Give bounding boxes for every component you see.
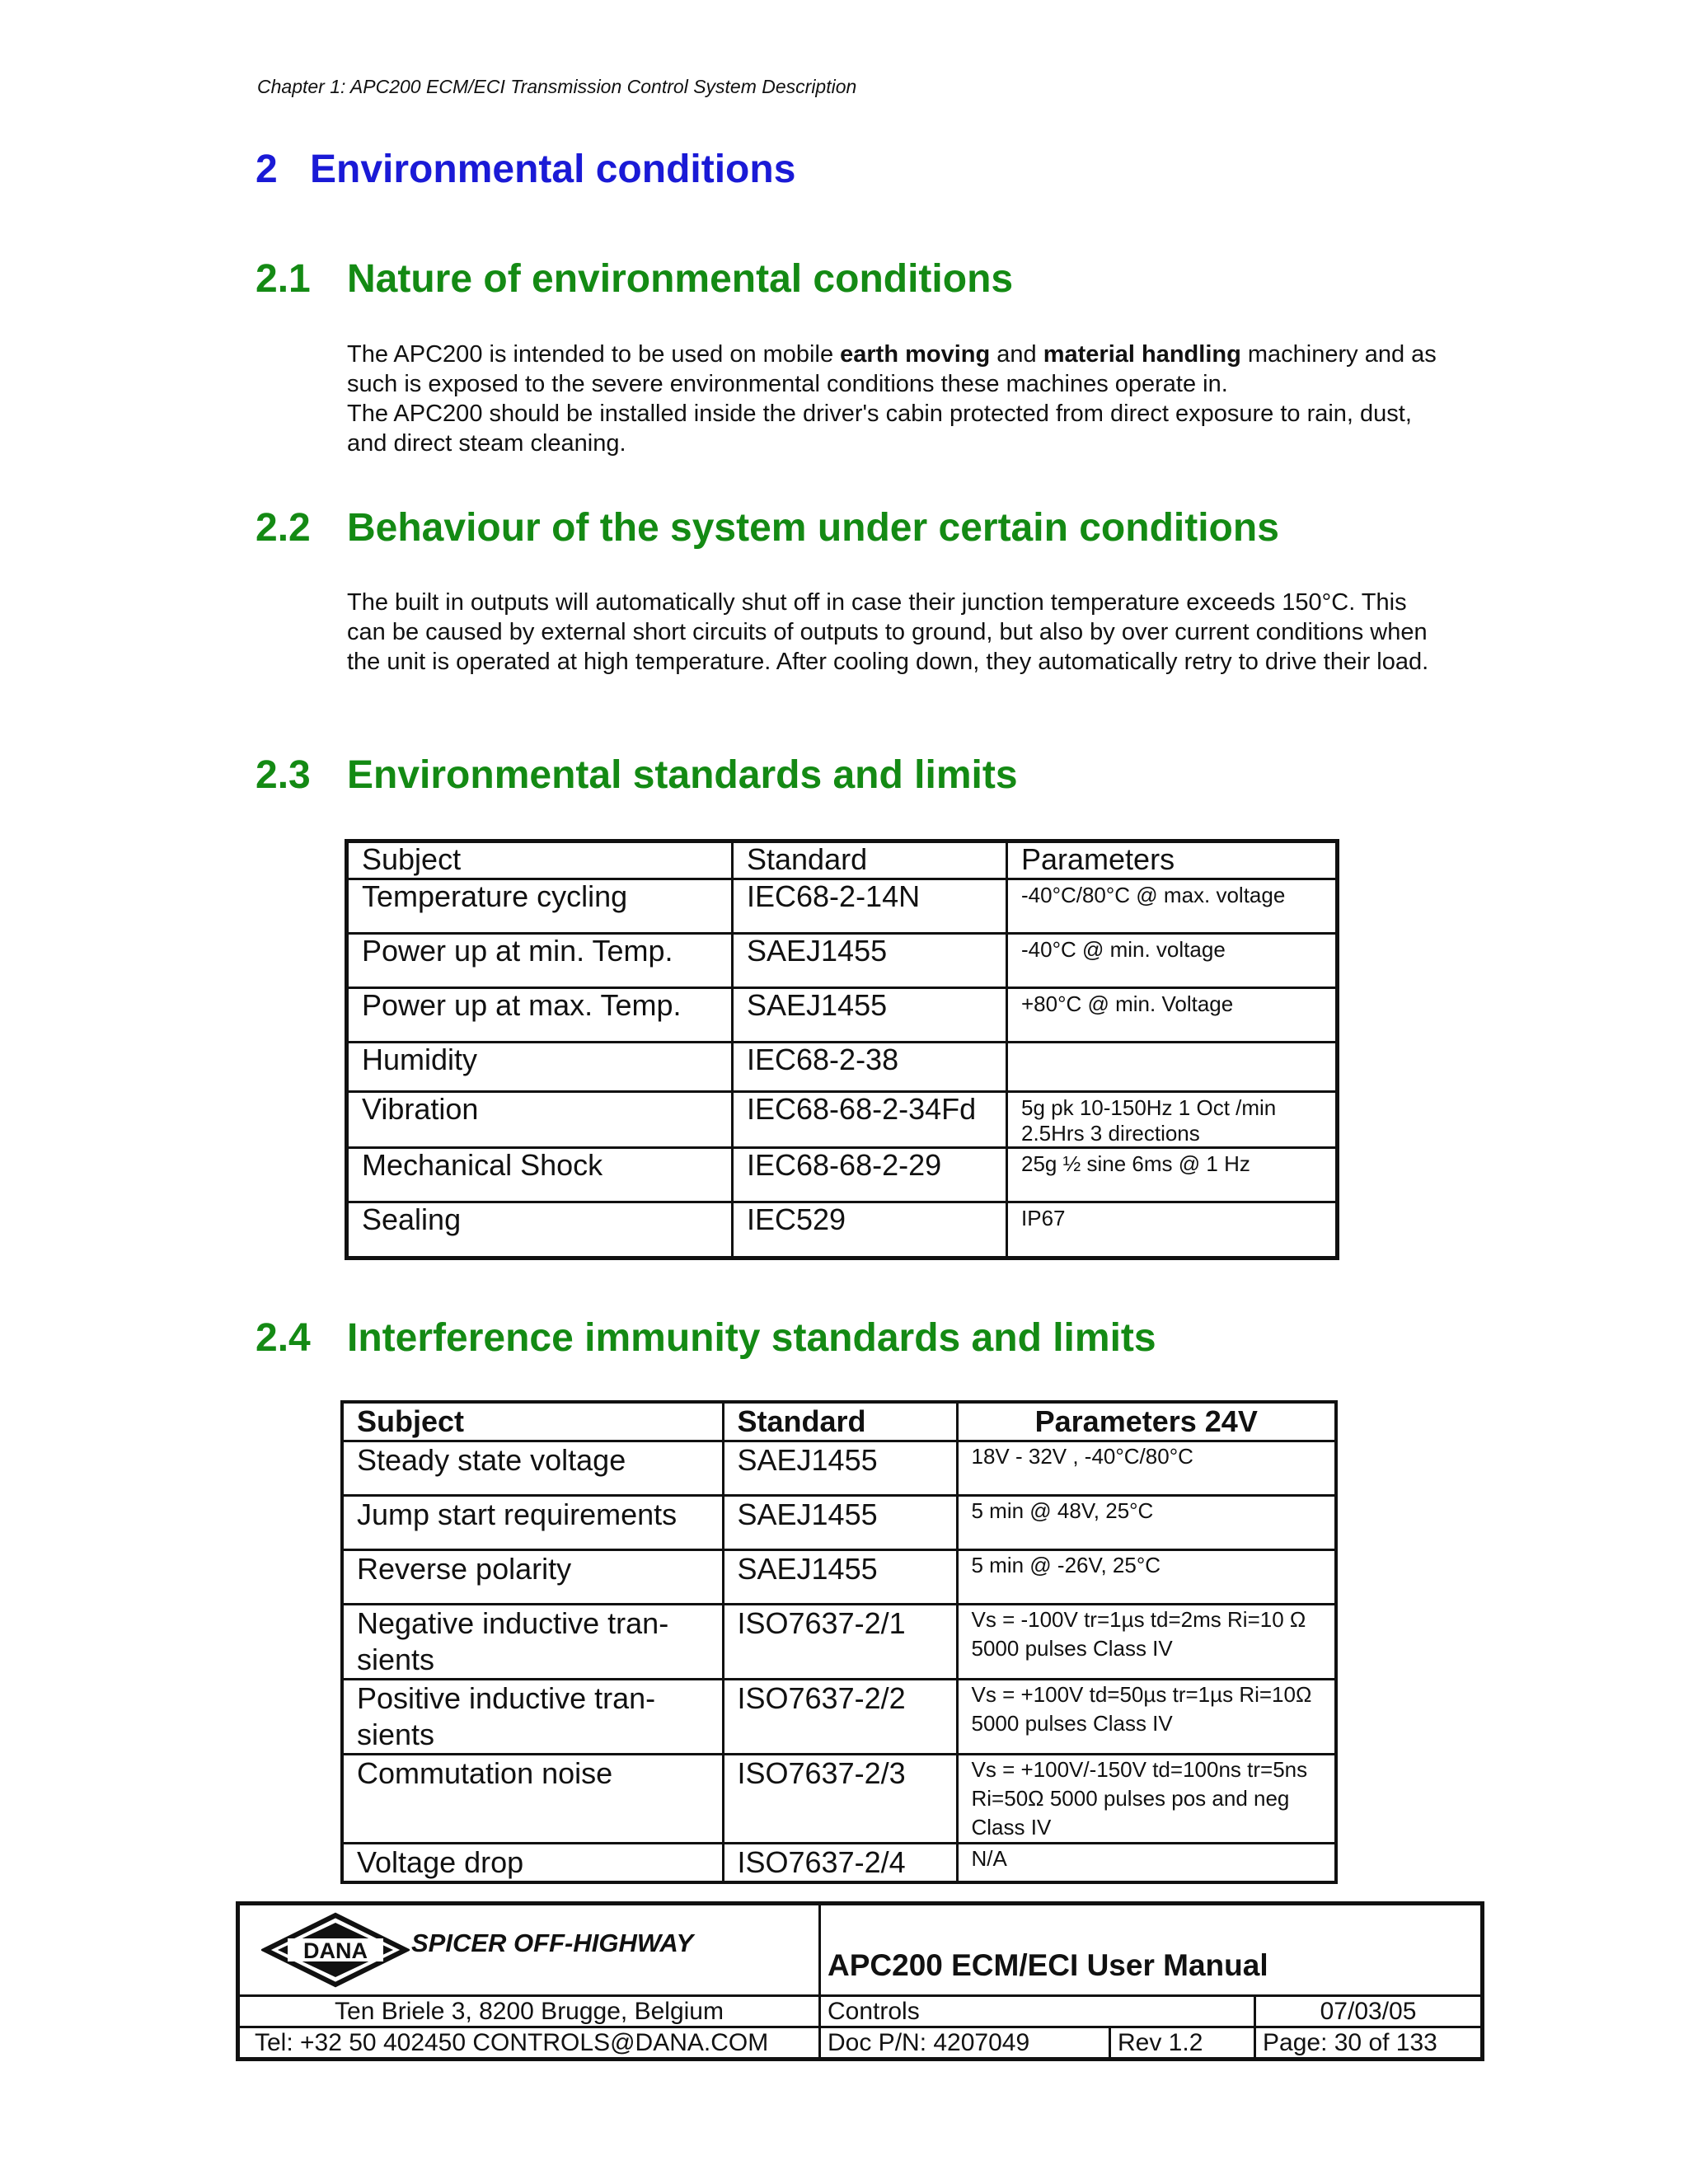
footer-doc-pn: Doc P/N: 4207049 xyxy=(820,2027,1110,2060)
table-cell: IEC68-68-2-34Fd xyxy=(733,1092,1007,1148)
table-header-cell: Parameters xyxy=(1007,841,1338,879)
table-row xyxy=(342,1550,1336,1605)
table-cell: SAEJ1455 xyxy=(723,1441,957,1496)
table-cell: ISO7637-2/3 xyxy=(723,1755,957,1844)
table-cell: Voltage drop xyxy=(342,1844,723,1883)
dana-logo xyxy=(261,1912,410,1994)
section-title: Nature of environmental conditions xyxy=(347,257,1014,301)
table-cell: Vs = -100V tr=1µs td=2ms Ri=10 Ω 5000 pulses Class IV xyxy=(957,1605,1336,1680)
brand-name: SPICER OFF-HIGHWAY xyxy=(411,1929,694,1957)
table-cell: Mechanical Shock xyxy=(347,1148,733,1202)
section-heading-2-3 xyxy=(256,752,1018,798)
table-header-cell: Subject xyxy=(342,1402,723,1441)
table-cell: ISO7637-2/1 xyxy=(723,1605,957,1680)
table-cell: Steady state voltage xyxy=(342,1441,723,1496)
table-row xyxy=(342,1496,1336,1550)
table-row xyxy=(347,934,1338,988)
table-cell: N/A xyxy=(957,1844,1336,1883)
footer-department: Controls xyxy=(820,1996,1255,2027)
table-cell: 5 min @ -26V, 25°C xyxy=(957,1550,1336,1605)
table-row xyxy=(342,1441,1336,1496)
page-footer xyxy=(236,1901,1484,2061)
section-heading-2-1 xyxy=(256,256,1013,302)
table-header-row xyxy=(342,1402,1336,1441)
table-row xyxy=(347,879,1338,934)
table-cell: Positive inductive tran-sients xyxy=(342,1680,723,1755)
section-title: Behaviour of the system under certain conditions xyxy=(347,506,1279,550)
paragraph-2-1 xyxy=(347,340,1451,458)
dana-logo-text: DANA xyxy=(303,1938,368,1963)
section-title: Environmental standards and limits xyxy=(347,753,1018,797)
table-cell: Vs = +100V td=50µs tr=1µs Ri=10Ω 5000 pulses Class IV xyxy=(957,1680,1336,1755)
table-cell: Vibration xyxy=(347,1092,733,1148)
running-header: Chapter 1: APC200 ECM/ECI Transmission Control System Description xyxy=(257,76,857,97)
interference-immunity-table xyxy=(340,1400,1338,1884)
table-row xyxy=(342,1844,1336,1883)
text-run: machinery and as such is exposed to the severe environmental conditions these machines operate in. xyxy=(347,341,1437,397)
table-cell: Vs = +100V/-150V td=100ns tr=5ns Ri=50Ω 5000 pulses pos and neg Class IV xyxy=(957,1755,1336,1844)
table-cell: Commutation noise xyxy=(342,1755,723,1844)
table-cell: Jump start requirements xyxy=(342,1496,723,1550)
bold-text: earth moving xyxy=(840,341,991,368)
environmental-standards-table xyxy=(345,839,1339,1260)
footer-date: 07/03/05 xyxy=(1255,1996,1483,2027)
footer-page-number: Page: 30 of 133 xyxy=(1255,2027,1483,2060)
table-cell: Reverse polarity xyxy=(342,1550,723,1605)
text-run: The APC200 should be installed inside the driver's cabin protected from direct exposure to rain, dust, and direct steam cleaning. xyxy=(347,401,1412,457)
table-cell: +80°C @ min. Voltage xyxy=(1007,988,1338,1043)
table-cell: ISO7637-2/2 xyxy=(723,1680,957,1755)
footer-logo-cell xyxy=(238,1904,820,1996)
table-header-cell: Standard xyxy=(733,841,1007,879)
table-cell: Negative inductive tran-sients xyxy=(342,1605,723,1680)
table-header-row xyxy=(347,841,1338,879)
table-row xyxy=(347,1043,1338,1092)
manual-title: APC200 ECM/ECI User Manual xyxy=(820,1904,1483,1996)
table-cell: SAEJ1455 xyxy=(733,988,1007,1043)
bold-text: material handling xyxy=(1043,341,1241,368)
table-row xyxy=(347,1092,1338,1148)
footer-contact: Tel: +32 50 402450 CONTROLS@DANA.COM xyxy=(238,2027,820,2060)
chapter-title: Environmental conditions xyxy=(310,148,796,191)
section-number: 2.1 xyxy=(256,257,311,301)
paragraph-2-2: The built in outputs will automatically shut off in case their junction temperature exceeds 150°C. This can be caused by external short circuits of outputs to ground, but also by over current conditions when the unit is operated at high temperature. After cooling down, they automatically retry to drive their load. xyxy=(347,589,1429,675)
table-cell: IEC529 xyxy=(733,1202,1007,1258)
table-cell: Humidity xyxy=(347,1043,733,1092)
table-cell: Power up at max. Temp. xyxy=(347,988,733,1043)
table-row xyxy=(347,1148,1338,1202)
table-cell: ISO7637-2/4 xyxy=(723,1844,957,1883)
footer-row xyxy=(238,2027,1483,2060)
table-row xyxy=(342,1605,1336,1680)
table-cell: 25g ½ sine 6ms @ 1 Hz xyxy=(1007,1148,1338,1202)
table-cell: SAEJ1455 xyxy=(723,1496,957,1550)
footer-row xyxy=(238,1904,1483,1996)
table-row xyxy=(347,988,1338,1043)
table-row xyxy=(342,1680,1336,1755)
footer-row xyxy=(238,1996,1483,2027)
section-title: Interference immunity standards and limits xyxy=(347,1316,1156,1360)
table-header-cell: Parameters 24V xyxy=(957,1402,1336,1441)
table-cell: 5g pk 10-150Hz 1 Oct /min 2.5Hrs 3 directions xyxy=(1007,1092,1338,1148)
table-cell: 5 min @ 48V, 25°C xyxy=(957,1496,1336,1550)
table-row xyxy=(347,1202,1338,1258)
table-cell: Power up at min. Temp. xyxy=(347,934,733,988)
table-header-cell: Subject xyxy=(347,841,733,879)
table-cell: IEC68-68-2-29 xyxy=(733,1148,1007,1202)
table-cell: IEC68-2-38 xyxy=(733,1043,1007,1092)
table-cell: Temperature cycling xyxy=(347,879,733,934)
table-header-cell: Standard xyxy=(723,1402,957,1441)
table-cell: -40°C @ min. voltage xyxy=(1007,934,1338,988)
table-cell: IP67 xyxy=(1007,1202,1338,1258)
table-cell: 18V - 32V , -40°C/80°C xyxy=(957,1441,1336,1496)
section-number: 2.3 xyxy=(256,753,311,797)
table-cell: Sealing xyxy=(347,1202,733,1258)
footer-address: Ten Briele 3, 8200 Brugge, Belgium xyxy=(238,1996,820,2027)
table-row xyxy=(342,1755,1336,1844)
text-run: and xyxy=(990,341,1043,368)
table-cell xyxy=(1007,1043,1338,1092)
footer-revision: Rev 1.2 xyxy=(1110,2027,1255,2060)
section-heading-2-2 xyxy=(256,505,1279,551)
table-cell: -40°C/80°C @ max. voltage xyxy=(1007,879,1338,934)
section-heading-2-4 xyxy=(256,1315,1156,1361)
section-number: 2.4 xyxy=(256,1316,311,1360)
text-run: The APC200 is intended to be used on mobile xyxy=(347,341,841,368)
section-number: 2.2 xyxy=(256,506,311,550)
table-cell: IEC68-2-14N xyxy=(733,879,1007,934)
chapter-number: 2 xyxy=(256,148,278,191)
table-cell: SAEJ1455 xyxy=(733,934,1007,988)
chapter-heading xyxy=(256,147,795,192)
table-cell: SAEJ1455 xyxy=(723,1550,957,1605)
